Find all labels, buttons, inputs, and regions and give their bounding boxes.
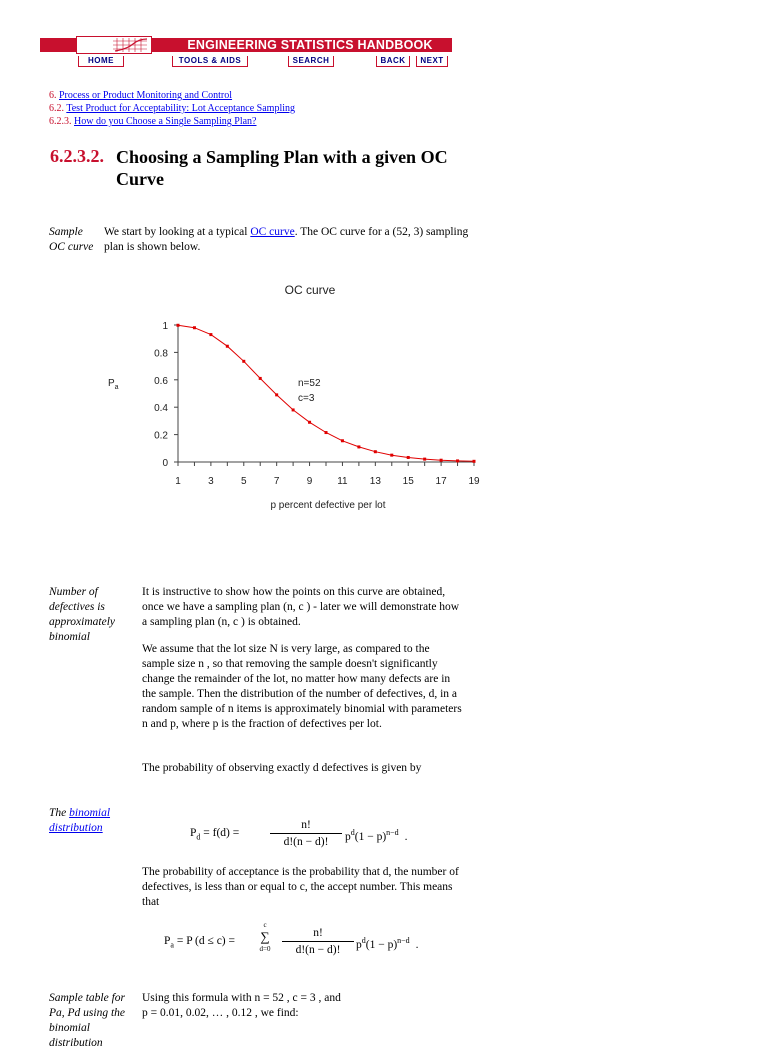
x-tick-label: 1 bbox=[175, 476, 181, 487]
breadcrumb-3: 6.2.3. How do you Choose a Single Sampling Plan? bbox=[49, 116, 257, 127]
oc-curve-point bbox=[308, 421, 311, 424]
oc-curve-point bbox=[259, 377, 262, 380]
oc-curve-point bbox=[193, 326, 196, 329]
breadcrumb-1: 6. Process or Product Monitoring and Control bbox=[49, 90, 233, 101]
binomial-paragraph-2: We assume that the lot size N is very large, as compared to the sample size n , so that removing the sample doesn't significantly change the remainder of the lot, no matter how many defects are in the sample. Then the distribution of the number of defectives, d, in a random sample of n items is approximately binomial with parameters n and p, where p is the fraction of defectives per lot. bbox=[142, 643, 462, 730]
breadcrumb-link-1[interactable]: Process or Product Monitoring and Control bbox=[59, 90, 233, 101]
oc-curve-point bbox=[390, 454, 393, 457]
handbook-banner bbox=[40, 36, 452, 70]
summation-symbol: c ∑ d=0 bbox=[259, 921, 271, 953]
y-tick-label: 0 bbox=[162, 458, 168, 469]
y-tick-label: 0.8 bbox=[154, 348, 168, 360]
oc-curve-point bbox=[325, 431, 328, 434]
breadcrumb-link-3[interactable]: How do you Choose a Single Sampling Plan? bbox=[74, 116, 257, 127]
binomial-distribution-link[interactable]: binomial distribution bbox=[49, 807, 111, 834]
banner-title: ENGINEERING STATISTICS HANDBOOK bbox=[187, 38, 433, 52]
sample-oc-text: We start by looking at a typical OC curve. The OC curve for a (52, 3) sampling plan is shown below. bbox=[104, 226, 469, 253]
oc-curve-point bbox=[275, 393, 278, 396]
pd-equation: $P_d = f(d)$ = n! d!(n − d)! $p^d(1 - p)^{n-d}$ . bbox=[190, 819, 408, 848]
y-tick-label: 0.4 bbox=[154, 403, 168, 415]
oc-curve-point bbox=[209, 333, 212, 336]
oc-curve-point bbox=[341, 439, 344, 442]
handbook-logo bbox=[76, 36, 152, 54]
side-label-binomial: Number of defectives is approximately binomial bbox=[49, 586, 116, 643]
x-tick-label: 13 bbox=[369, 476, 381, 487]
breadcrumb-link-2[interactable]: Test Product for Acceptability: Lot Acceptance Sampling bbox=[66, 103, 296, 114]
oc-curve-point bbox=[357, 445, 360, 448]
chart-axes bbox=[154, 321, 480, 487]
back-button[interactable]: BACK bbox=[376, 56, 410, 67]
chart-series bbox=[177, 324, 476, 463]
x-tick-label: 3 bbox=[208, 476, 214, 487]
x-tick-label: 15 bbox=[402, 476, 414, 487]
y-tick-label: 0.6 bbox=[154, 375, 168, 387]
breadcrumb-2: 6.2. Test Product for Acceptability: Lot Acceptance Sampling bbox=[49, 103, 296, 114]
y-tick-label: 0.2 bbox=[154, 430, 168, 442]
acceptance-paragraph: The probability of acceptance is the probability that d, the number of defectives, is less than or equal to c, the accept number. This means that bbox=[142, 866, 459, 908]
sample-table-text-1: Using this formula with n = 52 , c = 3 , and bbox=[142, 992, 341, 1004]
section-number: 6.2.3.2. bbox=[50, 146, 104, 166]
page-title: Choosing a Sampling Plan with a given OC Curve bbox=[116, 147, 448, 189]
tools-aids-button[interactable]: TOOLS & AIDS bbox=[172, 56, 248, 67]
search-button[interactable]: SEARCH bbox=[288, 56, 334, 67]
side-label-sample-oc: Sample OC curve bbox=[49, 226, 94, 253]
x-tick-label: 19 bbox=[468, 476, 480, 487]
home-button[interactable]: HOME bbox=[78, 56, 124, 67]
x-axis-label: p percent defective per lot bbox=[270, 500, 386, 511]
next-button[interactable]: NEXT bbox=[416, 56, 448, 67]
pd-fraction: n! d!(n − d)! bbox=[270, 818, 342, 849]
oc-curve-point bbox=[226, 345, 229, 348]
y-tick-label: 1 bbox=[162, 321, 168, 332]
binomial-paragraph-1: It is instructive to show how the points on this curve are obtained, once we have a sampling plan (n, c ) - later we will demonstrate how a sampling plan (n, c ) is obtained. bbox=[142, 586, 460, 628]
oc-curve-line bbox=[178, 325, 474, 461]
binomial-paragraph-3: The probability of observing exactly d defectives is given by bbox=[142, 762, 422, 774]
oc-curve-point bbox=[440, 459, 443, 462]
oc-curve-chart bbox=[100, 276, 500, 516]
oc-curve-point bbox=[242, 360, 245, 363]
side-label-sample-table: Sample table for Pa, Pd using the binomial distribution bbox=[49, 992, 126, 1049]
pa-fraction: n! d!(n − d)! bbox=[282, 926, 354, 957]
y-axis-label: $P_a$ bbox=[108, 378, 119, 391]
side-label-binomial-distribution: The binomial distribution bbox=[49, 807, 111, 834]
x-tick-label: 5 bbox=[240, 476, 247, 487]
oc-curve-point bbox=[374, 450, 377, 453]
oc-curve-point bbox=[456, 459, 459, 462]
pa-equation: $P_a = P$ (d ≤ c) = c ∑ d=0 n! d!(n − d)! $p^d(1 - p)^{n-d}$ . bbox=[164, 921, 419, 956]
oc-curve-point bbox=[423, 458, 426, 461]
chart-title: OC curve bbox=[284, 283, 336, 297]
x-tick-label: 11 bbox=[337, 476, 348, 487]
oc-curve-point bbox=[473, 460, 476, 463]
oc-curve-point bbox=[177, 324, 180, 327]
oc-curve-point bbox=[407, 456, 410, 459]
x-tick-label: 9 bbox=[306, 476, 313, 487]
annotation-n: n=52 bbox=[298, 378, 321, 389]
oc-curve-point bbox=[292, 408, 295, 411]
annotation-c: c=3 bbox=[298, 393, 315, 404]
x-tick-label: 7 bbox=[273, 476, 280, 487]
oc-curve-link[interactable]: OC curve bbox=[250, 226, 295, 238]
x-tick-label: 17 bbox=[435, 476, 447, 487]
sample-table-text-2: p = 0.01, 0.02, … , 0.12 , we find: bbox=[142, 1007, 299, 1019]
